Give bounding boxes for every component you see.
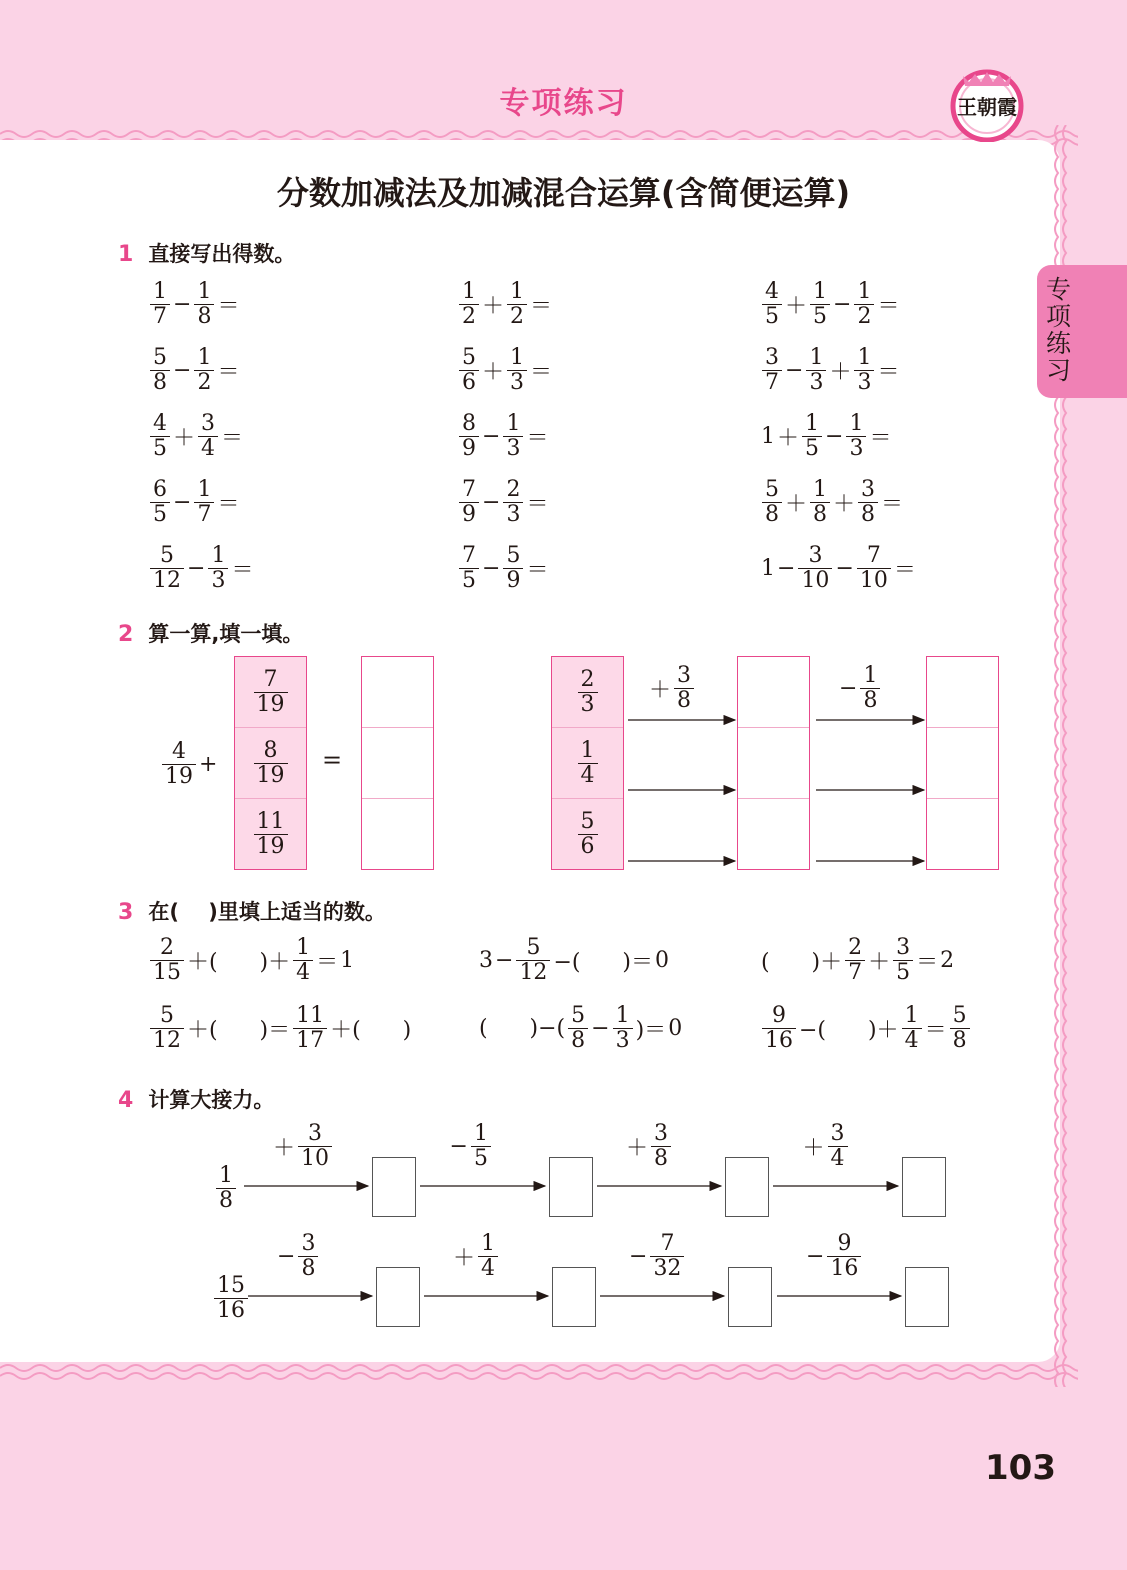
expression-text: ＋( )＋ [187,949,291,975]
expression-text: ＋ [649,677,672,703]
expression-text: − [173,489,192,515]
fraction: $\frac{5}{12}$ [150,544,184,593]
expression-text: ＋ [173,425,196,451]
section-instruction: 算一算,填一填。 [148,622,304,646]
expression-text: −( )＋ [799,1017,899,1043]
fraction: $\frac{3}{8}$ [674,664,694,713]
fraction: $\frac{7}{19}$ [254,668,288,717]
expression-text: )＝ [635,1017,667,1043]
section-number: 4 [118,1088,134,1113]
fraction: $\frac{1}{2}$ [194,346,214,395]
fraction: $\frac{1}{4}$ [902,1004,922,1053]
expression-text: ＝ [877,293,900,319]
fraction: $\frac{3}{10}$ [798,544,832,593]
fraction: $\frac{4}{5}$ [150,412,170,461]
fraction: $\frac{1}{3}$ [613,1004,633,1053]
fraction: $\frac{2}{15}$ [150,936,184,985]
fraction: $\frac{3}{4}$ [198,412,218,461]
page-number: 103 [985,1448,1056,1488]
expression-text: 1 [340,947,355,973]
fraction: $\frac{1}{3}$ [854,346,874,395]
fraction: $\frac{8}{19}$ [254,739,288,788]
expression-text: ＋( )＝ [187,1017,291,1043]
fraction: $\frac{7}{10}$ [857,544,891,593]
fraction: $\frac{5}{8}$ [762,478,782,527]
fraction: $\frac{3}{8}$ [858,478,878,527]
expression-text: ＝ [217,293,240,319]
expression-text: ＋( ) [330,1017,412,1043]
side-tab-label: 专项练习 [1046,275,1072,385]
expression-text: ＝ [221,425,244,451]
fraction: $\frac{15}{16}$ [214,1274,248,1323]
section-instruction: 直接写出得数。 [148,242,296,266]
fraction: $\frac{1}{3}$ [806,346,826,395]
expression-text: ＋ [626,1135,649,1161]
expression-text: − [806,1243,825,1269]
expression-text: − [591,1015,610,1041]
fraction: $\frac{5}{6}$ [578,810,598,859]
logo-text: 王朝霞 [957,95,1017,119]
header-title: 专项练习 [499,86,628,121]
fraction: $\frac{1}{8}$ [810,478,830,527]
fraction: $\frac{6}{5}$ [150,478,170,527]
fraction: $\frac{8}{9}$ [459,412,479,461]
expression-text: ＝ [877,359,900,385]
fraction: $\frac{9}{16}$ [827,1232,861,1281]
fraction: $\frac{3}{7}$ [762,346,782,395]
expression-text: ＋ [802,1135,825,1161]
page-title: 分数加减法及加减混合运算(含简便运算) [276,174,851,212]
expression-text: ＝ [916,949,939,975]
fraction: $\frac{1}{3}$ [846,412,866,461]
expression-text: ＋ [273,1135,296,1161]
fraction: $\frac{1}{8}$ [194,280,214,329]
section-instruction: 计算大接力。 [148,1088,275,1112]
expression-text: − [482,555,501,581]
expression-text: − [833,291,852,317]
expression-text: ＋ [785,491,808,517]
expression-text: − [277,1243,296,1269]
expression-text: −( )＝ [553,949,653,975]
expression-text: ＋ [482,359,505,385]
fraction: $\frac{1}{8}$ [860,664,880,713]
expression-text: ＝ [869,425,892,451]
expression-text: ＝ [316,949,339,975]
fraction: $\frac{1}{8}$ [216,1164,236,1213]
expression-text: ＝ [217,359,240,385]
fraction: $\frac{1}{4}$ [478,1232,498,1281]
expression-text: ＝ [924,1017,947,1043]
fraction: $\frac{7}{5}$ [459,544,479,593]
expression-text: − [482,423,501,449]
expression-text: − [835,555,854,581]
fraction: $\frac{1}{4}$ [293,936,313,985]
expression-text: ＋ [482,293,505,319]
expression-text: − [173,291,192,317]
expression-text: ＝ [526,557,549,583]
expression-text: ( )＋ [761,949,843,975]
expression-text: ＝ [530,293,553,319]
fraction: $\frac{1}{7}$ [194,478,214,527]
fraction: $\frac{3}{8}$ [298,1232,318,1281]
expression-text: − [173,357,192,383]
expression-text: 3 [479,947,493,973]
fraction: $\frac{5}{12}$ [150,1004,184,1053]
fraction: $\frac{1}{3}$ [507,346,527,395]
section-number: 3 [118,900,134,925]
expression-text: ＋ [868,949,891,975]
equals-sign: = [322,746,343,774]
expression-text: ( )−( [479,1015,566,1041]
fraction: $\frac{4}{5}$ [762,280,782,329]
expression-text: ＝ [530,359,553,385]
fraction: $\frac{1}{4}$ [578,739,598,788]
fraction: $\frac{2}{7}$ [845,936,865,985]
expression-text: ＋ [785,293,808,319]
expression-text: 2 [940,947,955,973]
expression-text: − [785,357,804,383]
expression-text: 1 [761,423,775,449]
expression-text: ＝ [526,491,549,517]
expression-text: − [449,1133,468,1159]
expression-text: − [777,555,796,581]
fraction: $\frac{1}{5}$ [471,1122,491,1171]
fraction: $\frac{1}{3}$ [208,544,228,593]
fraction: $\frac{1}{3}$ [503,412,523,461]
fraction: $\frac{1}{5}$ [802,412,822,461]
fraction: $\frac{9}{16}$ [762,1004,796,1053]
fraction: $\frac{5}{9}$ [503,544,523,593]
expression-text: ＋ [833,491,856,517]
expression-text: − [495,947,514,973]
fraction: $\frac{1}{2}$ [854,280,874,329]
fraction: $\frac{5}{6}$ [459,346,479,395]
fraction: $\frac{11}{19}$ [254,810,288,859]
fraction: $\frac{3}{4}$ [828,1122,848,1171]
expression-text: − [839,675,858,701]
expression-text: − [482,489,501,515]
expression-text: 0 [655,947,669,973]
fraction: $\frac{1}{2}$ [507,280,527,329]
fraction: $\frac{7}{9}$ [459,478,479,527]
fraction: $\frac{5}{12}$ [516,936,550,985]
expression-text: − [825,423,844,449]
fraction: $\frac{3}{8}$ [651,1122,671,1171]
fraction: $\frac{5}{8}$ [150,346,170,395]
expression-text: ＋ [829,359,852,385]
expression-text: 1 [761,555,775,581]
expression-text: ＋ [453,1245,476,1271]
expression-text: ＝ [526,425,549,451]
expression-text: ＝ [231,557,254,583]
fraction: $\frac{5}{8}$ [568,1004,588,1053]
fraction: $\frac{2}{3}$ [503,478,523,527]
fraction: $\frac{11}{17}$ [293,1004,327,1053]
expression-text: − [629,1243,648,1269]
expression-text: 0 [668,1015,683,1041]
section-instruction: 在( )里填上适当的数。 [148,900,386,924]
fraction: $\frac{3}{10}$ [298,1122,332,1171]
fraction: $\frac{5}{8}$ [950,1004,970,1053]
fraction: $\frac{7}{32}$ [650,1232,684,1281]
section-number: 2 [118,622,134,647]
section-number: 1 [118,242,134,267]
expression-text: ＝ [881,491,904,517]
expression-text: − [187,555,206,581]
fraction: $\frac{1}{7}$ [150,280,170,329]
fraction: $\frac{4}{19}$ [162,740,196,789]
fraction: $\frac{3}{5}$ [893,936,913,985]
fraction: $\frac{1}{2}$ [459,280,479,329]
expression-text: ＝ [893,557,916,583]
expression-text: ＋ [777,425,800,451]
plus-sign: + [199,751,218,777]
fraction: $\frac{2}{3}$ [578,668,598,717]
expression-text: ＝ [217,491,240,517]
fraction: $\frac{1}{5}$ [810,280,830,329]
